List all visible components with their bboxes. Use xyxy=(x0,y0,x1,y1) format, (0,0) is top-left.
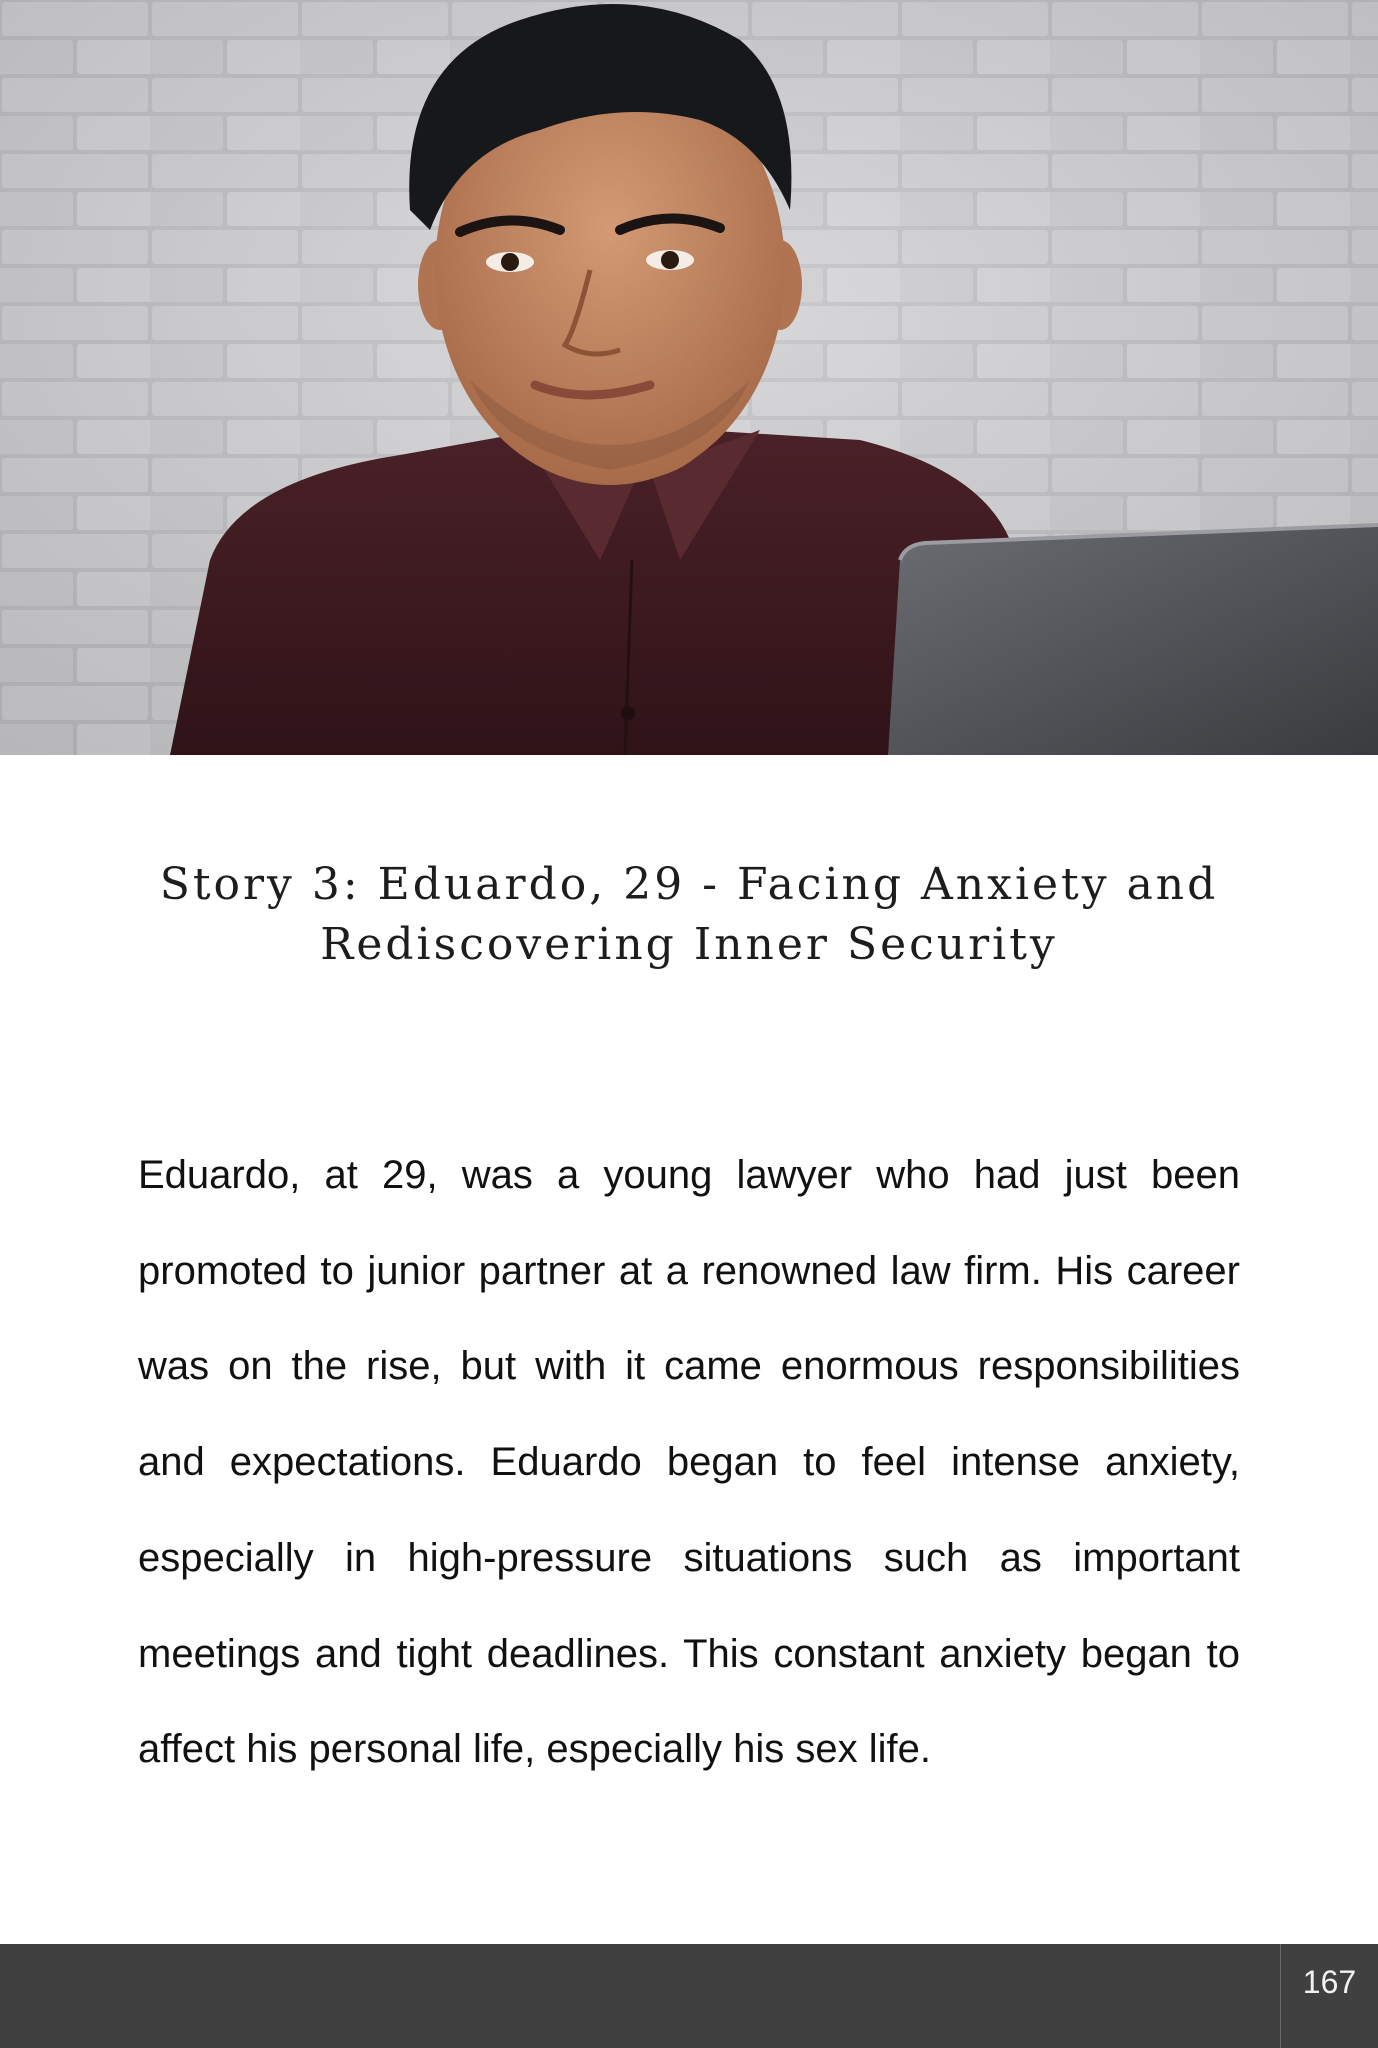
story-title-line-1: Story 3: Eduardo, 29 - Facing Anxiety and xyxy=(159,859,1219,910)
page-footer xyxy=(0,1944,1378,2048)
story-photo xyxy=(0,0,1378,755)
story-body-paragraph: Eduardo, at 29, was a young lawyer who had just been promoted to junior partner at a renowned law firm. His career was on the rise, but with it came enormous responsibilities and expectations. Eduardo began to feel intense anxiety, especially in high-pressure situations such as important meetings and tight deadlines. This constant anxiety began to affect his personal life, especially his sex life. xyxy=(138,1153,1240,1772)
man-with-laptop-illustration xyxy=(0,0,1378,755)
page-number-box xyxy=(1280,1944,1378,2048)
story-title xyxy=(120,855,1258,975)
story-title-line-2: Rediscovering Inner Security xyxy=(320,919,1058,970)
page-number: 167 xyxy=(1302,1964,1357,2000)
